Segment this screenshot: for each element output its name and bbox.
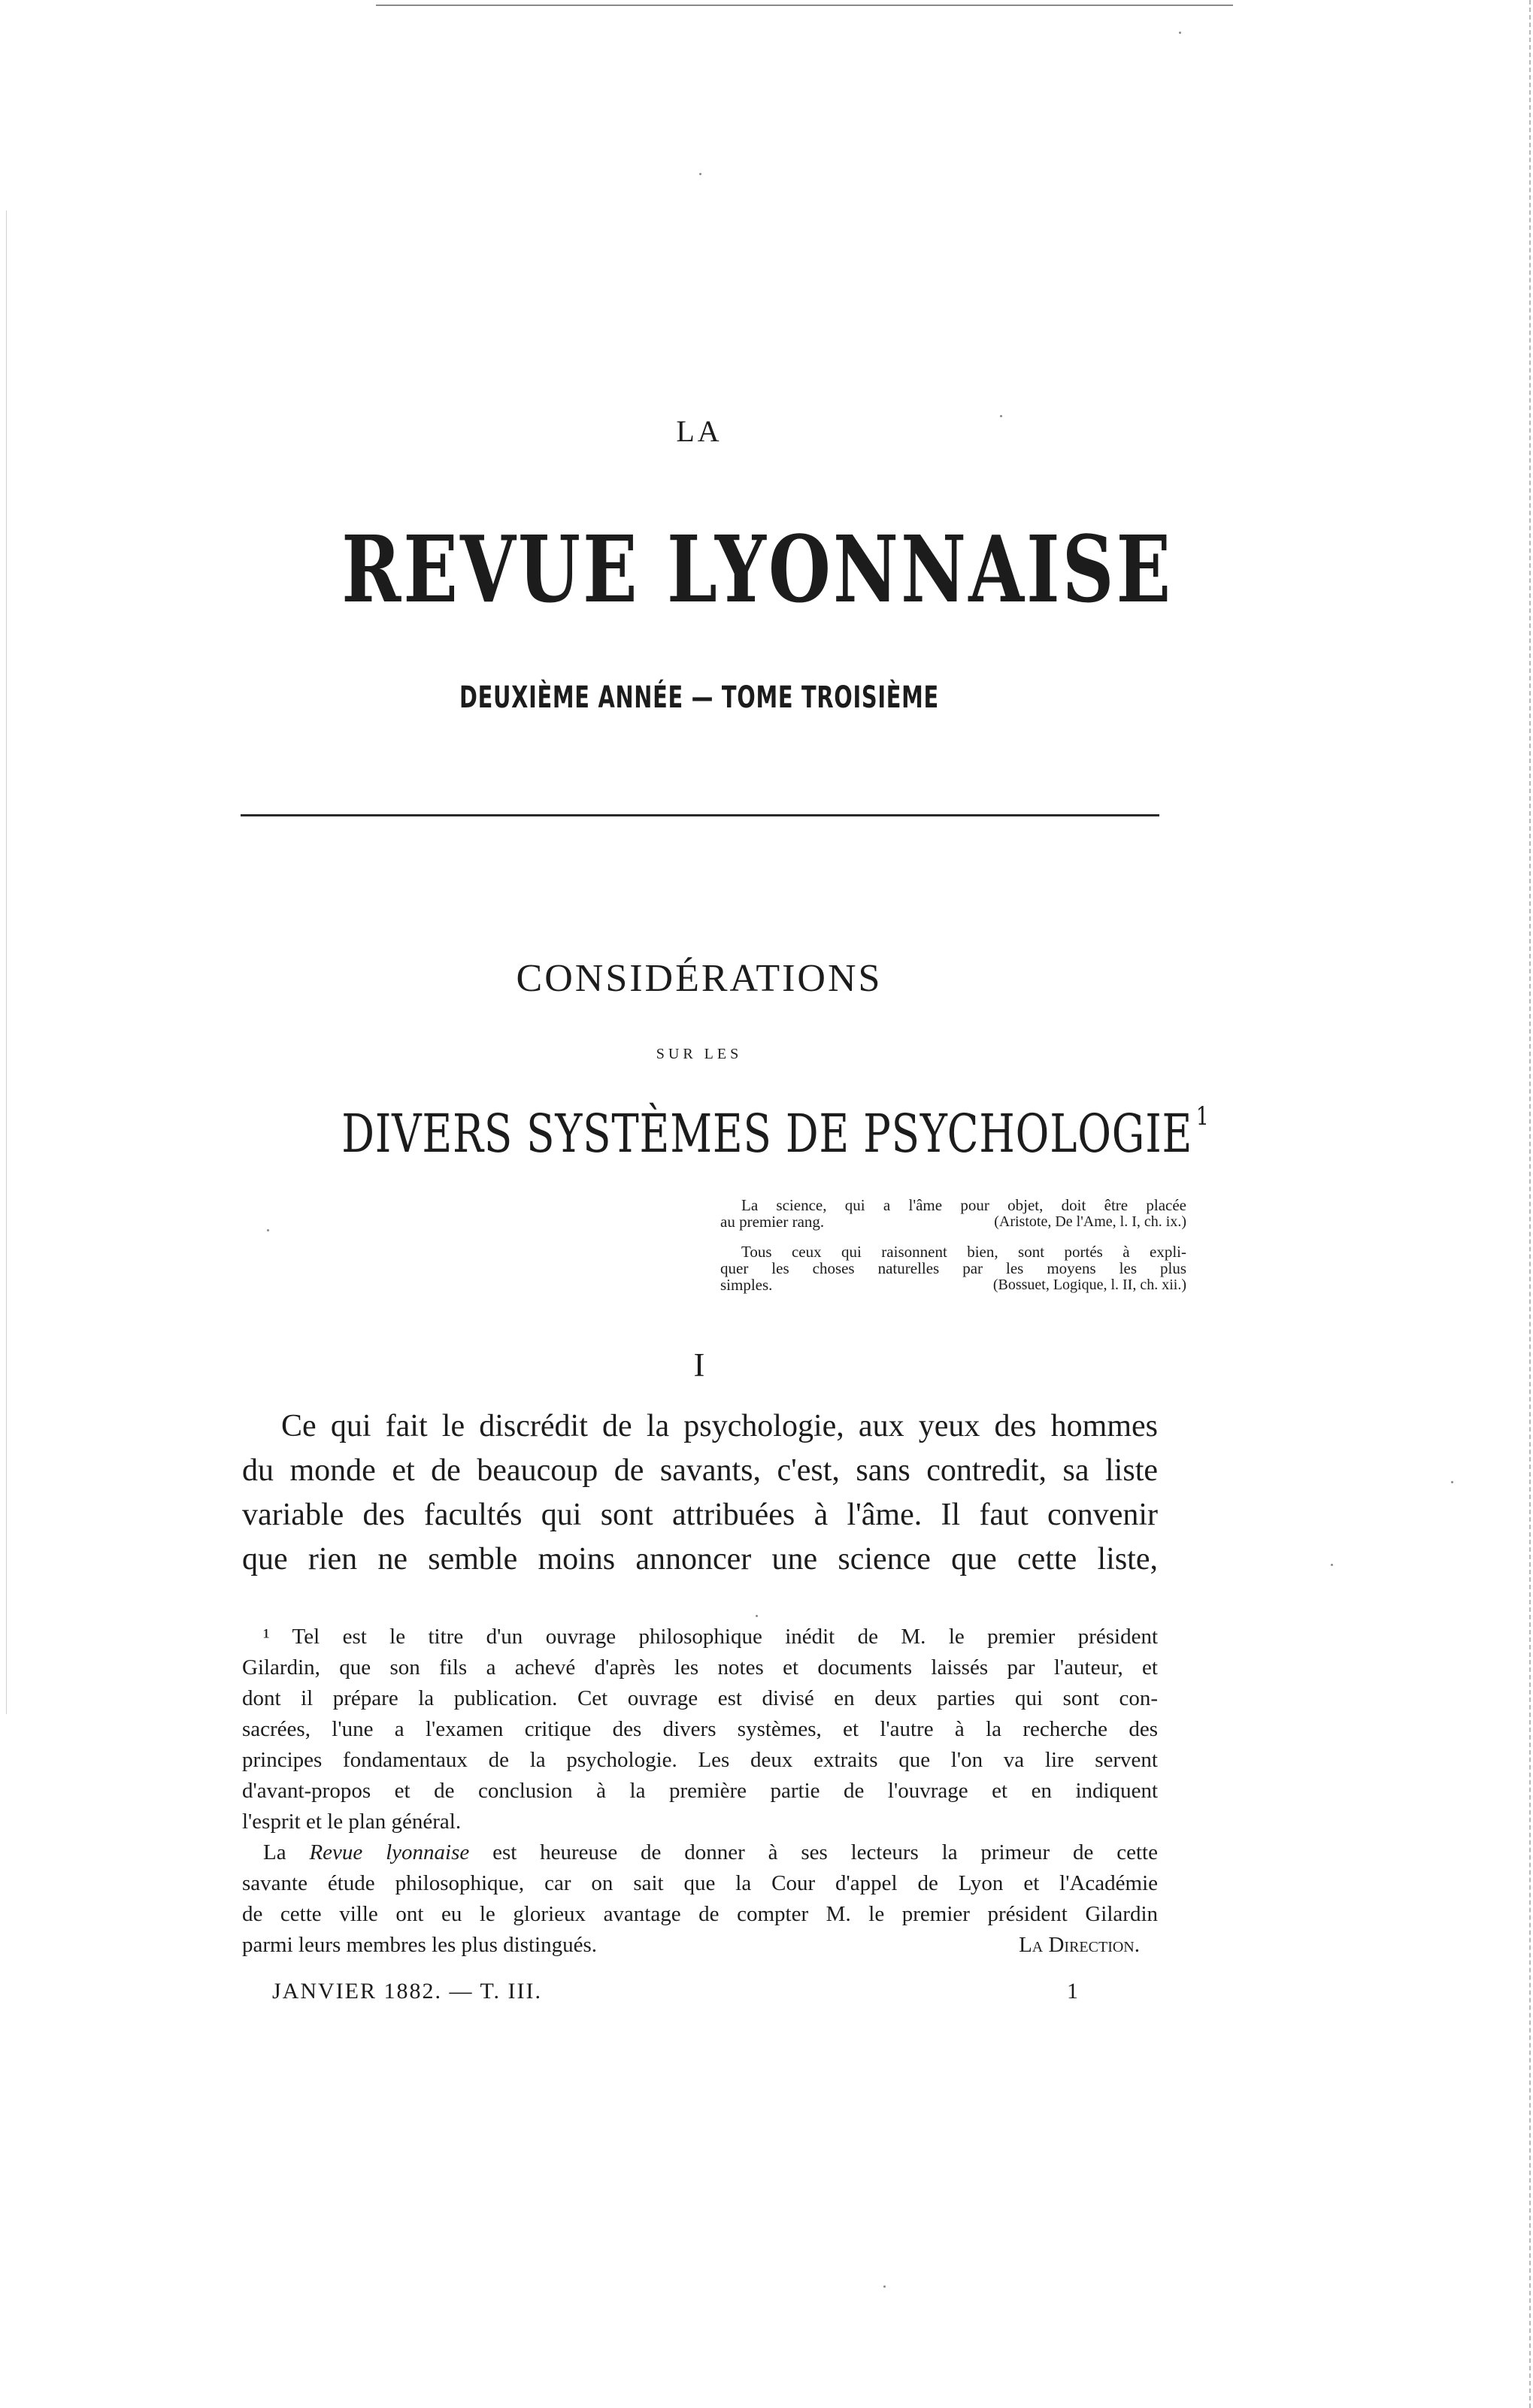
- article-subject: [341, 1101, 1210, 1165]
- footnote-line: [242, 1930, 1158, 1961]
- body-line: variable des facultés qui sont attribuées à l'âme. Il faut convenir: [242, 1498, 1158, 1532]
- body-line: du monde et de beaucoup de savants, c'est, sans contredit, sa liste: [242, 1453, 1158, 1488]
- scan-speck: [756, 1615, 758, 1617]
- title-rule: [241, 814, 1159, 816]
- body-paragraph: [242, 1404, 1158, 1582]
- top-edge-rule: [376, 5, 1233, 6]
- footnote-line: savante étude philosophique, car on sait que la Cour d'appel de Lyon et l'Académie: [242, 1871, 1158, 1895]
- page-number: 1: [1067, 1979, 1078, 2004]
- signature-mark: JANVIER 1882. — T. III.: [272, 1979, 543, 2004]
- left-edge-line: [6, 211, 7, 1714]
- right-edge-line: [1529, 0, 1531, 2408]
- footnote-line: ¹ Tel est le titre d'un ouvrage philosophique inédit de M. le premier président: [263, 1625, 1158, 1649]
- article-connector: SUR LES: [656, 1046, 743, 1062]
- epigraph-source: (Bossuet, Logique, l. II, ch. xii.): [992, 1277, 1186, 1293]
- epigraph-aristote: [720, 1197, 1186, 1230]
- footnote-line: [242, 1837, 1158, 1868]
- scan-speck: [699, 173, 701, 175]
- footnote-line: Gilardin, que son fils a achevé d'après les notes et documents laissés par l'auteur, et: [242, 1655, 1158, 1680]
- footnote-line: l'esprit et le plan général.: [242, 1810, 462, 1834]
- epigraph-line-text: simples.: [720, 1276, 773, 1294]
- scan-speck: [1179, 32, 1181, 34]
- footnote-paragraph-2: [242, 1837, 1158, 1961]
- epigraph-line: [720, 1213, 1186, 1230]
- scan-speck: [1451, 1481, 1453, 1483]
- article-title: CONSIDÉRATIONS: [516, 957, 883, 1000]
- section-number: I: [693, 1346, 705, 1383]
- scan-speck: [1331, 1564, 1333, 1566]
- footnote-line: sacrées, l'une a l'examen critique des divers systèmes, et l'autre à la recherche des: [242, 1717, 1158, 1741]
- footnote-text: est heureuse de donner à ses lecteurs la primeur de cette: [492, 1840, 1158, 1864]
- epigraph-line-text: au premier rang.: [720, 1213, 825, 1231]
- body-line: que rien ne semble moins annoncer une science que cette liste,: [242, 1542, 1158, 1577]
- footnote-paragraph-1: [242, 1622, 1158, 1837]
- footnote-signature: La Direction.: [1019, 1933, 1140, 1957]
- scan-speck: [267, 1229, 269, 1231]
- epigraph-line: Tous ceux qui raisonnent bien, sont portés à expli-: [741, 1243, 1186, 1261]
- epigraph-line: La science, qui a l'âme pour objet, doit être placée: [741, 1196, 1186, 1214]
- footnote-text: La: [263, 1840, 286, 1864]
- footnote-line: principes fondamentaux de la psychologie. Les deux extraits que l'on va lire servent: [242, 1748, 1158, 1772]
- body-line: Ce qui fait le discrédit de la psychologie, aux yeux des hommes: [281, 1409, 1158, 1443]
- scan-speck: [1000, 415, 1002, 417]
- epigraph-line: [720, 1277, 1186, 1293]
- masthead-title: REVUE LYONNAISE: [341, 515, 1174, 623]
- scan-speck: [883, 2285, 886, 2288]
- footnote-reference[interactable]: 1: [1195, 1101, 1210, 1131]
- masthead-article: LA: [676, 414, 723, 448]
- epigraph-bossuet: [720, 1243, 1186, 1293]
- article-subject-text: DIVERS SYSTÈMES DE PSYCHOLOGIE: [341, 1103, 1193, 1165]
- footnote-line: dont il prépare la publication. Cet ouvrage est divisé en deux parties qui sont con-: [242, 1686, 1158, 1710]
- epigraph-line: quer les choses naturelles par les moyens les plus: [720, 1259, 1186, 1277]
- epigraph-source: (Aristote, De l'Ame, l. I, ch. ix.): [994, 1213, 1186, 1230]
- footnote-line: d'avant-propos et de conclusion à la première partie de l'ouvrage et en indiquent: [242, 1779, 1158, 1803]
- page-footer: [272, 1979, 1084, 2004]
- footnote-text: parmi leurs membres les plus distingués.: [242, 1933, 597, 1957]
- volume-line: DEUXIÈME ANNÉE — TOME TROISIÈME: [459, 680, 939, 715]
- footnote-line: de cette ville ont eu le glorieux avantage de compter M. le premier président Gilardin: [242, 1902, 1158, 1926]
- journal-name-italic: Revue lyonnaise: [309, 1840, 470, 1864]
